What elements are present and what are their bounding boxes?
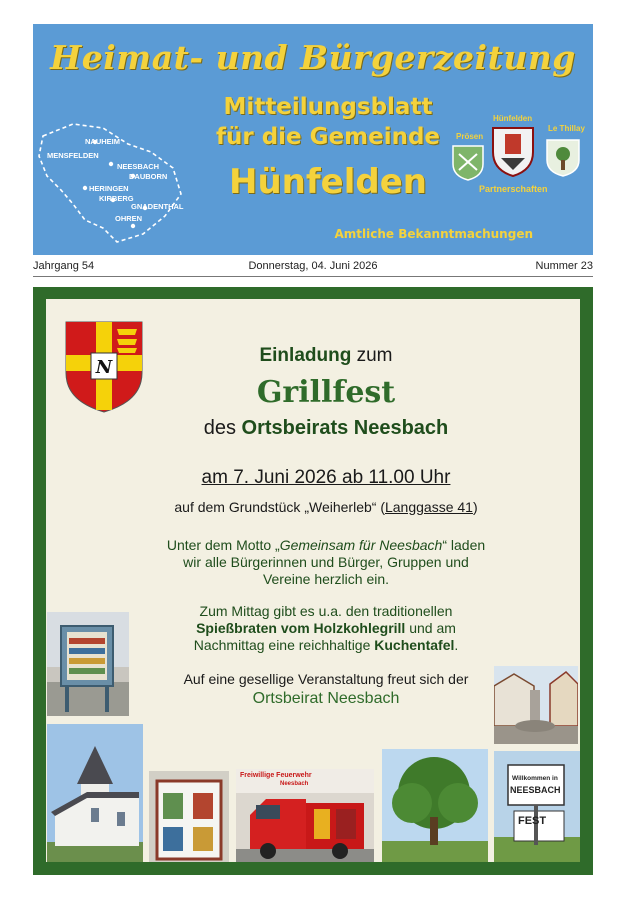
- event-location: [106, 499, 546, 515]
- food-cake: Kuchentafel: [374, 637, 455, 653]
- host-name: Ortsbeirats Neesbach: [241, 417, 449, 439]
- welcome-sign-town: NEESBACH: [510, 785, 561, 795]
- fire-brigade-sign-sub: Neesbach: [280, 781, 309, 787]
- church-photo: [47, 724, 143, 862]
- newspaper-title: Heimat- und Bürgerzeitung: [50, 38, 576, 77]
- village-fountain-photo: [494, 666, 578, 744]
- partner-label-le-thillay: Le Thillay: [548, 124, 585, 133]
- motto-suffix: “ laden: [442, 537, 486, 553]
- huenfelden-crest-icon: [491, 124, 535, 178]
- map-label-gnadenthal: GNADENTHAL: [131, 202, 184, 211]
- host-prefix: des: [203, 417, 242, 439]
- motto-line2: wir alle Bürgerinnen und Bürger, Gruppen und: [183, 554, 469, 570]
- partner-label-proesen: Prösen: [456, 132, 484, 141]
- fire-brigade-sign: Freiwillige Feuerwehr: [240, 772, 312, 779]
- event-title: Grillfest: [256, 375, 396, 410]
- food-line2-suffix: und am: [405, 620, 456, 636]
- motto-line3: Vereine herzlich ein.: [262, 571, 390, 587]
- fire-truck-photo: [236, 769, 374, 862]
- volume-label: Jahrgang 54: [33, 260, 95, 272]
- map-label-nauheim: NAUHEIM: [85, 137, 120, 146]
- location-address: Langgasse 41: [384, 499, 473, 515]
- invitation-panel: [46, 299, 580, 862]
- map-label-mensfelden: MENSFELDEN: [47, 151, 99, 160]
- masthead: [33, 24, 593, 255]
- motto-paragraph: [106, 537, 546, 588]
- book-shelf-photo: [149, 771, 229, 862]
- tree-photo: [382, 749, 488, 862]
- invitation-heading: [106, 345, 546, 367]
- food-roast: Spießbraten vom Holzkohlegrill: [196, 620, 406, 636]
- welcome-sign-text: Willkommen in: [512, 775, 558, 782]
- partnerships-caption: Partnerschaften: [479, 184, 548, 194]
- food-line3-suffix: .: [454, 637, 459, 653]
- invitation-word: Einladung: [259, 345, 352, 366]
- issue-number: Nummer 23: [535, 260, 593, 272]
- le-thillay-crest-icon: [545, 138, 581, 178]
- partner-label-huenfelden: Hünfelden: [493, 114, 533, 123]
- map-label-ohren: OHREN: [115, 214, 143, 223]
- map-label-kirberg: KIRBERG: [99, 194, 134, 203]
- municipality-name: Hünfelden: [229, 162, 427, 202]
- proesen-crest-icon: [451, 144, 485, 182]
- svg-text:N: N: [95, 357, 113, 378]
- fest-sign: FEST: [518, 815, 547, 827]
- location-prefix: auf dem Grundstück „Weiherleb“ (: [174, 499, 385, 515]
- event-datetime: am 7. Juni 2026 ab 11.00 Uhr: [201, 467, 451, 488]
- host-line: [106, 417, 546, 440]
- food-line1: Zum Mittag gibt es u.a. den traditionellen: [199, 603, 453, 619]
- map-label-heringen: HERINGEN: [89, 184, 129, 193]
- motto-text: Gemeinsam für Neesbach: [279, 537, 443, 553]
- map-label-dauborn: DAUBORN: [129, 172, 168, 181]
- closing-text: Auf eine gesellige Veranstaltung freut sich der: [183, 671, 469, 687]
- issue-date: Donnerstag, 04. Juni 2026: [248, 260, 378, 272]
- official-notices-label: Amtliche Bekanntmachungen: [334, 227, 533, 241]
- welcome-sign-photo: [494, 751, 580, 862]
- masthead-subtitle-line2: für die Gemeinde: [215, 124, 441, 150]
- invitation-frame: [33, 287, 593, 875]
- invitation-zum: zum: [351, 345, 393, 366]
- issue-info-bar: [33, 258, 593, 277]
- location-suffix: ): [472, 499, 478, 515]
- book-cabinet-photo: [47, 612, 129, 716]
- food-line3-prefix: Nachmittag eine reichhaltige: [193, 637, 375, 653]
- masthead-subtitle-line1: Mitteilungsblatt: [223, 94, 433, 120]
- motto-prefix: Unter dem Motto „: [166, 537, 280, 553]
- food-paragraph: [106, 603, 546, 654]
- map-label-neesbach: NEESBACH: [117, 162, 160, 171]
- signature: Ortsbeirat Neesbach: [252, 690, 400, 707]
